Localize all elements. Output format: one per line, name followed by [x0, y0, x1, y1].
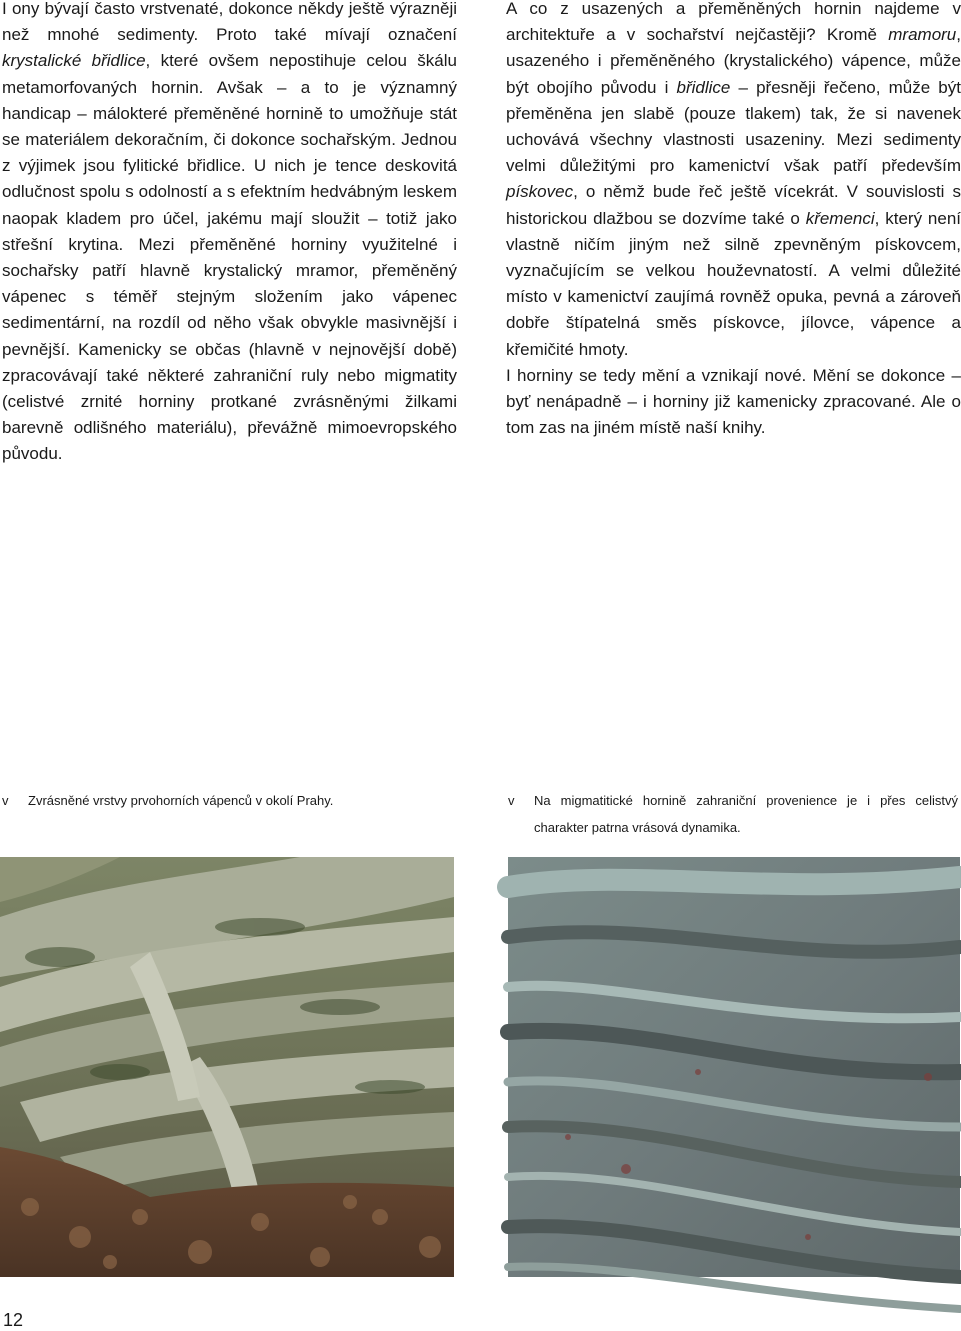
left-paragraph: [2, 0, 457, 468]
right-emphasis-kremenci: křemenci: [805, 208, 875, 228]
right-paragraph-1: [506, 0, 961, 363]
limestone-layers-photo: [0, 857, 454, 1277]
right-emphasis-mramoru: mramoru: [888, 25, 957, 45]
limestone-layers-image: [0, 857, 454, 1277]
left-photo-caption: [2, 787, 454, 814]
right-text-column: [506, 0, 961, 441]
right-caption-text: Na migmatitické hornině zahraniční provenience je i přes celistvý charakter patrna vrásová dynamika.: [534, 793, 958, 835]
left-text-1: I ony bývají často vrstvenaté, dokonce někdy ještě výrazněji než mnohé sedimenty. Proto také mívají označení: [2, 0, 457, 45]
migmatite-image: [508, 857, 960, 1277]
right-text-a: A co z usazených a přeměněných hornin najdeme v architektuře a v sochařství nejčastěji? Kromě: [506, 0, 961, 45]
right-photo-caption: [508, 787, 958, 841]
right-text-c: – přesněji řečeno, může být přeměněna jen slabě (pouze tlakem) tak, že si navenek uchovává všechny vlastnosti usazeniny. Mezi sedimenty velmi důležitými pro kamenictví však patří především: [506, 77, 961, 176]
migmatite-photo: [508, 857, 960, 1277]
left-caption-text: Zvrásněné vrstvy prvohorních vápenců v okolí Prahy.: [28, 793, 334, 808]
right-text-b: , usazeného i přeměněného (krystalického) vápence, může být obojího původu i: [506, 25, 961, 97]
caption-marker: v: [508, 793, 515, 808]
left-text-emphasis: krystalické břidlice: [2, 51, 146, 71]
right-paragraph-2: I horniny se tedy mění a vznikají nové. Mění se dokonce – byť nenápadně – i horniny již kamenicky zpracované. Ale o tom zas na jiném místě naší knihy.: [506, 365, 961, 438]
right-emphasis-piskovec: pískovec: [506, 182, 574, 202]
caption-marker: v: [2, 793, 9, 808]
page-number: 12: [3, 1310, 24, 1330]
right-emphasis-bridlice: břidlice: [676, 77, 731, 97]
right-text-d: , o němž bude řeč ještě vícekrát. V souvislosti s historickou dlažbou se dozvíme také o: [506, 182, 961, 228]
left-text-2: , které ovšem nepostihuje celou škálu metamorfovaných hornin. Avšak – a to je významný handicap – málokteré přeměněné hornině to umožňuje stát se materiálem dekoračním, či dokonce sochařským. Jednou z výjimek jsou fylitické břidlice. U nich je tence deskovitá odlučnost spolu s odolností a s efektním hedvábným leskem naopak kladem pro účel, jakému mají sloužit – totiž jako střešní krytina. Mezi přeměněné horniny využitelné i sochařsky patří hlavně krystalický mramor, přeměněný vápenec s téměř stejným složením jako vápenec sedimentární, na rozdíl od něho však obvykle masivnější i pevnější. Kamenicky se občas (hlavně v nejnovější době) zpracovávají také některé zahraniční ruly nebo migmatity (celistvé zrnité horniny protkané zvrásněnými žilkami barevně odlišného materiálu), převážně mimoevropského původu.: [2, 51, 457, 464]
left-text-column: [2, 0, 457, 468]
right-text-e: , který není vlastně ničím jiným než silně zpevněným pískovcem, vyznačujícím se velkou houževnatostí. A velmi důležité místo v kamenictví zaujímá rovněž opuka, pevná a zároveň dobře štípatelná směs pískovce, jílovce, vápence a křemičité hmoty.: [506, 208, 961, 359]
